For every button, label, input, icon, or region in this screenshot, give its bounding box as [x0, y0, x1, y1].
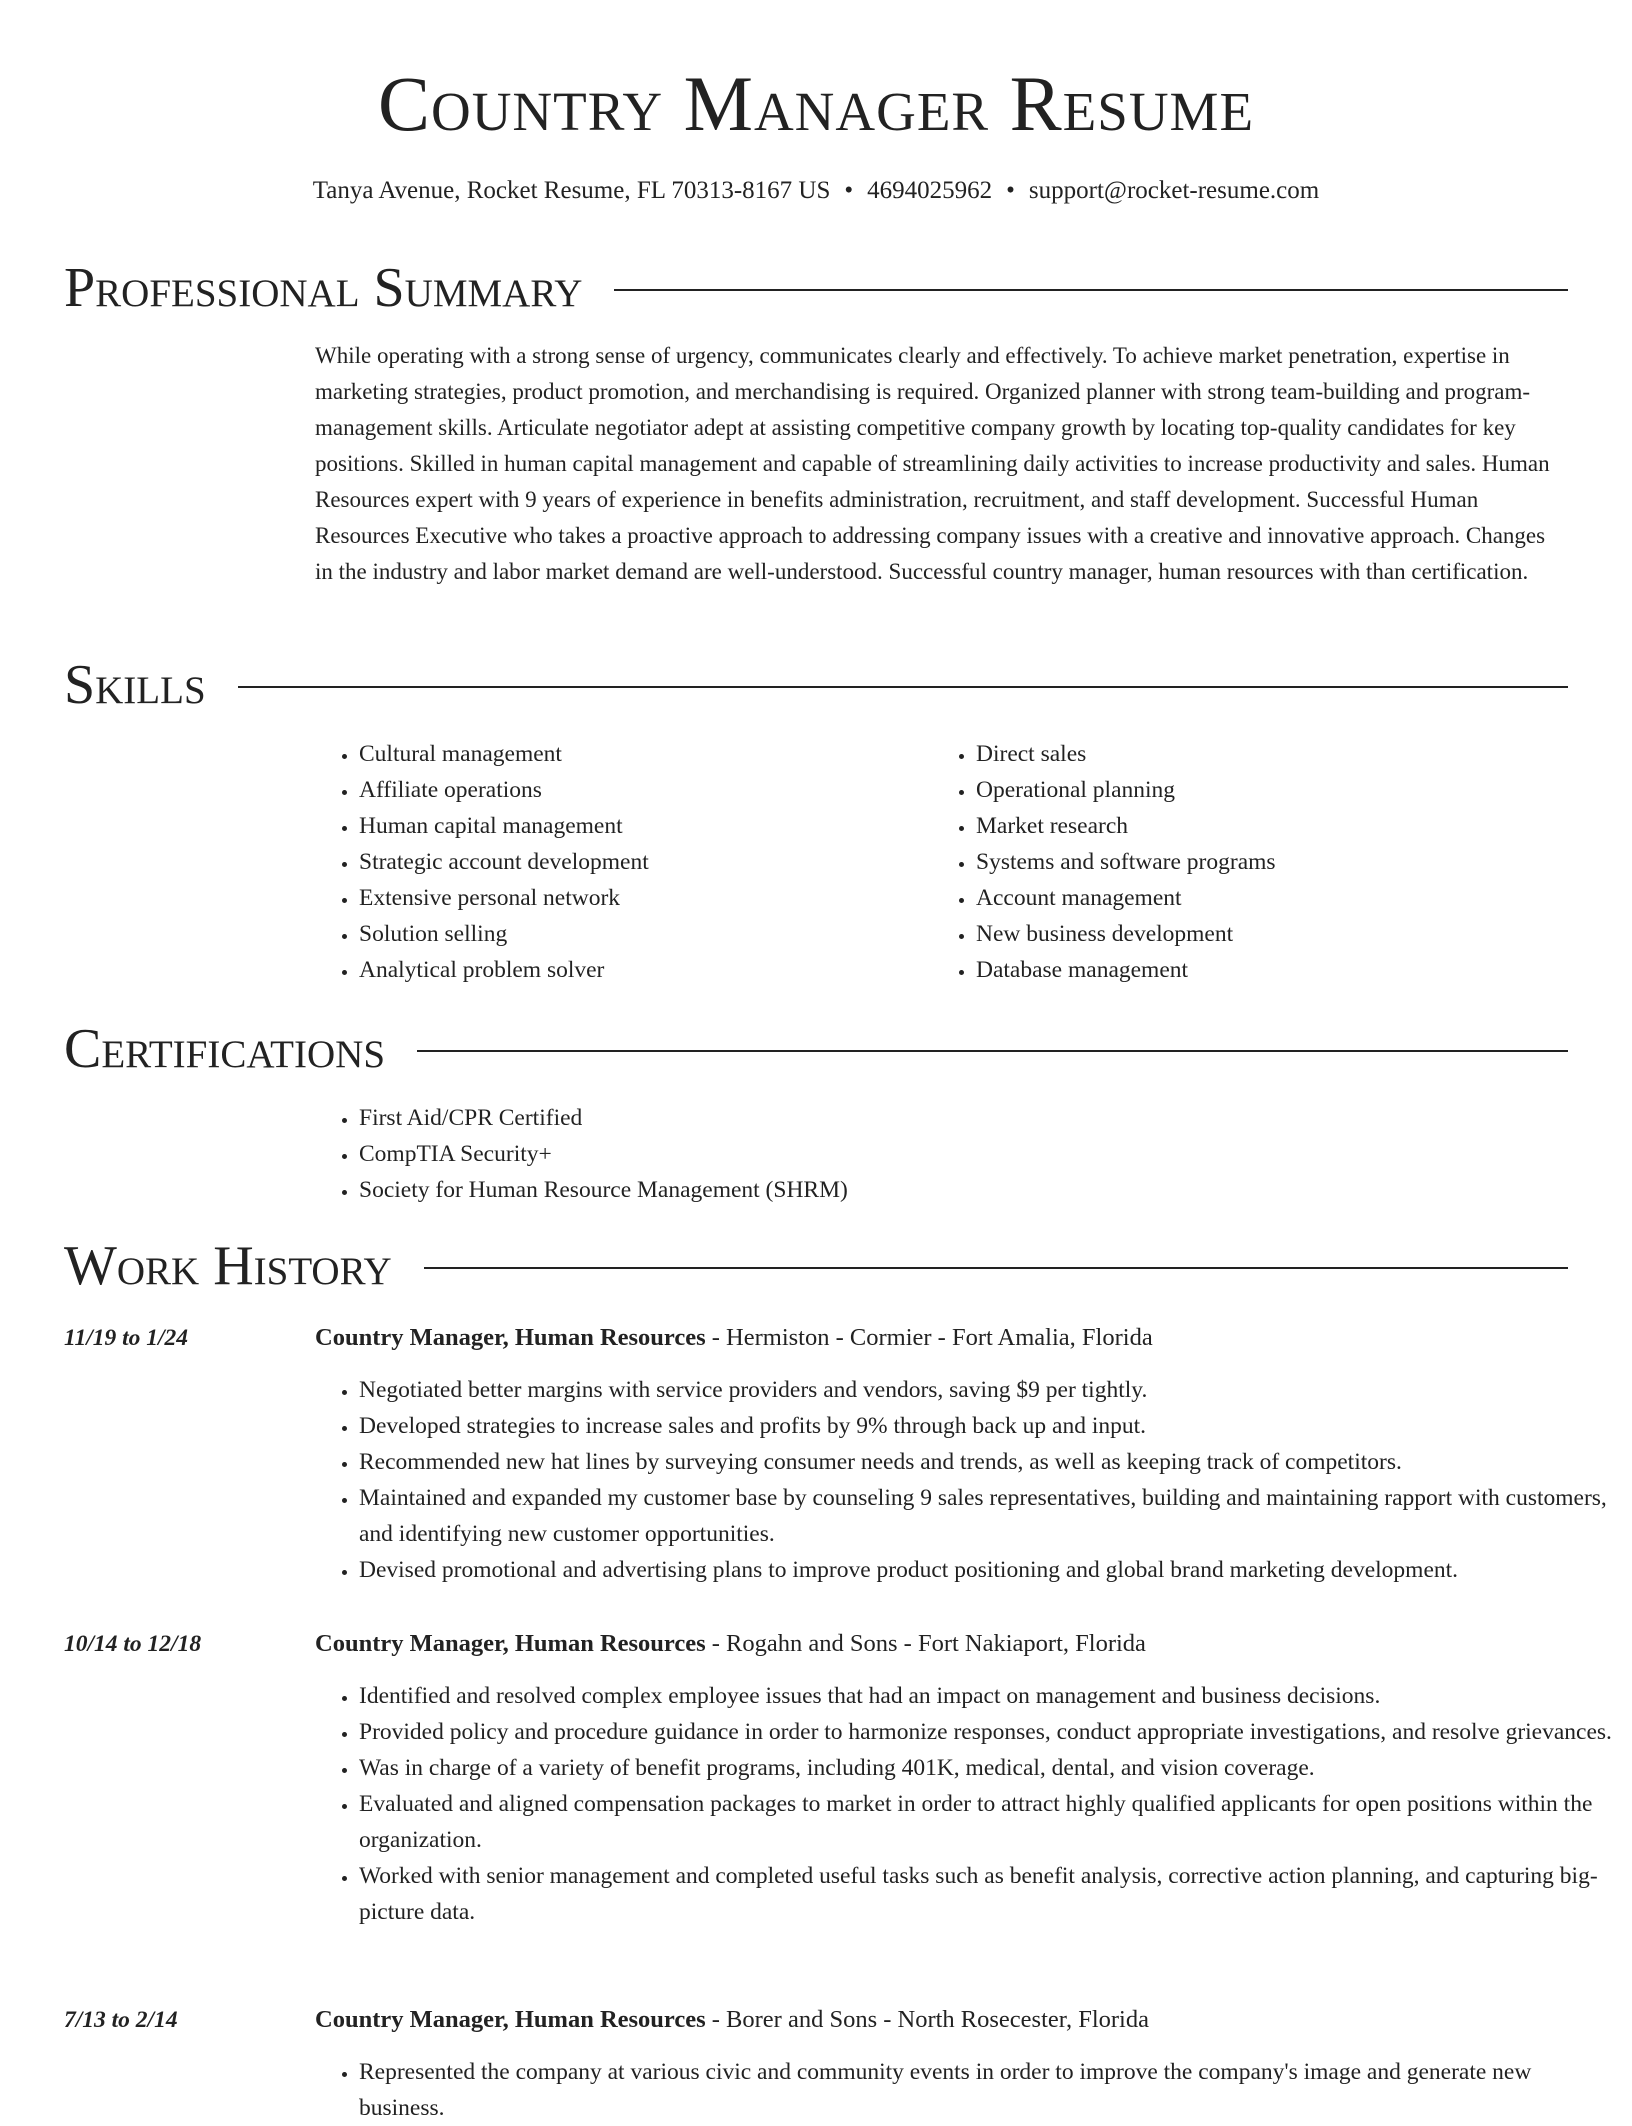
job-heading	[315, 1320, 1153, 1356]
skill-item: • Market research	[976, 808, 1596, 844]
job-dates: 7/13 to 2/14	[64, 2007, 178, 2033]
section-header-work-history	[64, 1234, 1568, 1298]
skill-item: • Direct sales	[976, 736, 1596, 772]
job-point: • Maintained and expanded my customer base by counseling 9 sales representatives, building and maintaining rapport with customers, and identifying new customer opportunities.	[359, 1480, 1612, 1552]
job-point: • Worked with senior management and completed useful tasks such as benefit analysis, corrective action planning, and capturing big-picture data.	[359, 1858, 1612, 1930]
skill-item: • Extensive personal network	[359, 880, 919, 916]
section-divider	[614, 289, 1568, 291]
job-points	[315, 1678, 1612, 1930]
section-title: Certifications	[64, 1018, 386, 1080]
job-company: - Rogahn and Sons - Fort Nakiaport, Florida	[705, 1630, 1146, 1657]
job-role: Country Manager, Human Resources	[315, 1630, 706, 1657]
job-dates: 10/14 to 12/18	[64, 1631, 202, 1657]
skill-item: • Operational planning	[976, 772, 1596, 808]
job-point: • Devised promotional and advertising plans to improve product positioning and global brand marketing development.	[359, 1552, 1612, 1588]
job-company: - Hermiston - Cormier - Fort Amalia, Florida	[705, 1324, 1153, 1351]
section-header-certifications	[64, 1017, 1568, 1081]
job-point: • Provided policy and procedure guidance in order to harmonize responses, conduct appropriate investigations, and resolve grievances.	[359, 1714, 1612, 1750]
skills-list-right	[932, 736, 1596, 988]
section-title: Professional Summary	[64, 257, 583, 319]
section-divider	[424, 1267, 1568, 1269]
skill-item: • Solution selling	[359, 916, 919, 952]
certification-item: • Society for Human Resource Management (SHRM)	[359, 1172, 1559, 1208]
section-title: Skills	[64, 654, 206, 716]
skill-item: • Human capital management	[359, 808, 919, 844]
contact-email: support@rocket-resume.com	[1028, 177, 1320, 204]
certification-item: • First Aid/CPR Certified	[359, 1100, 1559, 1136]
job-role: Country Manager, Human Resources	[315, 1324, 706, 1351]
skills-list-left	[315, 736, 919, 988]
job-point: • Was in charge of a variety of benefit programs, including 401K, medical, dental, and vision coverage.	[359, 1750, 1612, 1786]
skill-item: • Systems and software programs	[976, 844, 1596, 880]
certification-item: • CompTIA Security+	[359, 1136, 1559, 1172]
job-points	[315, 2054, 1612, 2126]
job-role: Country Manager, Human Resources	[315, 2006, 706, 2033]
job-points	[315, 1372, 1612, 1588]
contact-separator: •	[844, 177, 854, 204]
skill-item: • Cultural management	[359, 736, 919, 772]
contact-address: Tanya Avenue, Rocket Resume, FL 70313-8167 US	[312, 177, 831, 204]
job-point: • Negotiated better margins with service providers and vendors, saving $9 per tightly.	[359, 1372, 1612, 1408]
skill-item: • Strategic account development	[359, 844, 919, 880]
section-title: Work History	[64, 1235, 392, 1297]
job-point: • Identified and resolved complex employee issues that had an impact on management and business decisions.	[359, 1678, 1612, 1714]
resume-title: Country Manager Resume	[377, 60, 1255, 147]
section-divider	[417, 1050, 1568, 1052]
skill-item: • New business development	[976, 916, 1596, 952]
job-dates: 11/19 to 1/24	[64, 1325, 189, 1351]
skill-item: • Account management	[976, 880, 1596, 916]
certifications-list	[315, 1100, 1559, 1208]
job-point: • Developed strategies to increase sales and profits by 9% through back up and input.	[359, 1408, 1612, 1444]
section-divider	[238, 686, 1568, 688]
skill-item: • Database management	[976, 952, 1596, 988]
skill-item: • Analytical problem solver	[359, 952, 919, 988]
job-point: • Evaluated and aligned compensation packages to market in order to attract highly qualified applicants for open positions within the organization.	[359, 1786, 1612, 1858]
job-company: - Borer and Sons - North Rosecester, Florida	[705, 2006, 1149, 2033]
skill-item: • Affiliate operations	[359, 772, 919, 808]
job-point: • Recommended new hat lines by surveying consumer needs and trends, as well as keeping track of competitors.	[359, 1444, 1612, 1480]
section-header-summary	[64, 256, 1568, 320]
summary-text: While operating with a strong sense of urgency, communicates clearly and effectively. To achieve market penetration, expertise in marketing strategies, product promotion, and merchandising is required. Organized planner with strong team-building and program-management skills. Articulate negotiator adept at assisting competitive company growth by locating top-quality candidates for key positions. Skilled in human capital management and capable of streamlining daily activities to increase productivity and sales. Human Resources expert with 9 years of experience in benefits administration, recruitment, and staff development. Successful Human Resources Executive who takes a proactive approach to addressing company issues with a creative and innovative approach. Changes in the industry and labor market demand are well-understood. Successful country manager, human resources with than certification.	[315, 343, 1550, 584]
job-heading	[315, 2002, 1149, 2038]
contact-phone: 4694025962	[867, 177, 993, 204]
section-header-skills	[64, 653, 1568, 717]
contact-separator: •	[1006, 177, 1015, 204]
job-point: • Represented the company at various civic and community events in order to improve the company's image and generate new business.	[359, 2054, 1612, 2126]
job-heading	[315, 1626, 1146, 1662]
contact-line	[0, 174, 1632, 208]
